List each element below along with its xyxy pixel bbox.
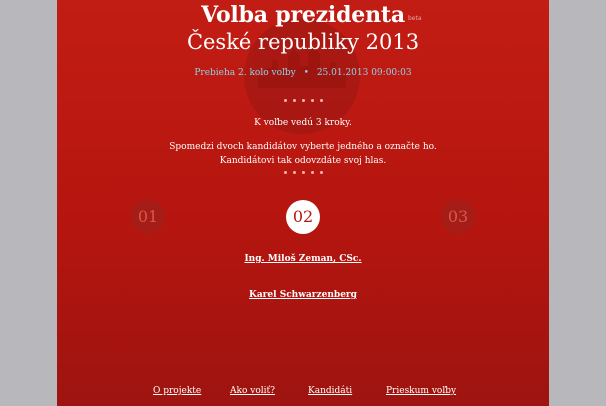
instruction-line1: Spomedzi dvoch kandidátov vyberte jedného a označte ho. [169, 142, 437, 152]
footer-link-candidates[interactable]: Kandidáti [308, 386, 353, 396]
main-panel [57, 0, 549, 406]
decorative-dots-bottom [57, 171, 549, 174]
instructions [57, 140, 549, 168]
round-status: Prebieha 2. kolo voľby [194, 68, 296, 78]
footer-link-about[interactable]: O projekte [153, 386, 202, 396]
footer-link-how-to-vote[interactable]: Ako voliť? [230, 386, 275, 396]
beta-badge: beta [408, 15, 422, 22]
step-03: 03 [441, 200, 475, 234]
election-status [57, 68, 549, 78]
decorative-dots-top [57, 99, 549, 102]
step-02-active: 02 [286, 200, 320, 234]
status-separator: • [303, 68, 309, 78]
status-datetime: 25.01.2013 09:00:03 [316, 68, 412, 78]
page-title-line2: České republiky 2013 [186, 30, 420, 54]
step-01: 01 [131, 200, 165, 234]
candidate-schwarzenberg-link[interactable]: Karel Schwarzenberg [249, 290, 357, 300]
instruction-line2: Kandidátovi tak odovzdáte svoj hlas. [219, 156, 387, 166]
candidate-zeman-link[interactable]: Ing. Miloš Zeman, CSc. [244, 254, 362, 264]
steps-intro: K voľbe vedú 3 kroky. [254, 118, 352, 128]
footer-link-poll[interactable]: Prieskum voľby [386, 386, 457, 396]
page-title-line1: Volba prezidenta [201, 2, 405, 28]
